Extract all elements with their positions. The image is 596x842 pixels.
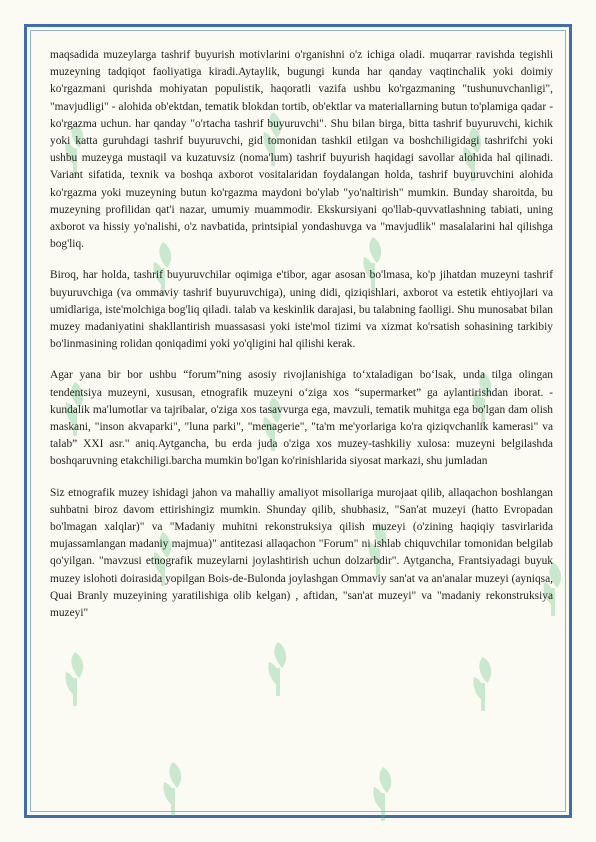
paragraph-1: maqsadida muzeylarga tashrif buyurish motivlarini o'rganishni o'z ichiga oladi. muqarrar ravishda tegishli muzeyning tadqiqot faoliyatiga kiradi.Aytaylik, bugungi kunda har qanday vaqtinchalik yoki doimiy ko'rgazmani qurishda mohiyatan populistik, haqoratli vazifa ushbu ko'rgazmaning "tushunuvchanligi", "mavjudligi" - alohida ob'ektdan, tematik blokdan tortib, ob'ektlar va materiallarning butun to'plamiga qadar - ko'rgazma uchun. har qanday "o'rtacha tashrif buyuruvchi". Shu bilan birga, bitta tashrif buyuruvchi, kichik yoki katta guruhdagi tashrif buyuruvchi, gid tomonidan tashkil etilgan va boshchiligidagi tashrifchi yoki ushbu muzeyga mustaqil va kuzatuvsiz (noma'lum) tashrif buyurish haqidagi savollar alohida hal qilinadi. Variant sifatida, texnik va boshqa axborot vositalaridan foydalangan holda, tashrif buyuruvchini alohida ko'rgazma yoki muzeyning butun ko'rgazma maydoni bo'ylab "yo'naltirish" mumkin. Bunday sharoitda, bu muzeyning profilidan qat'i nazar, umumiy muammodir. Ekskursiyani qo'llab-quvvatlashning tabiati, uning axborot va hissiy yo'nalishi, o'z navbatida, printsipial yondashuvga va "mavjudlik" masalalarini hal qilishga bog'liq. (50, 49, 553, 251)
paragraph-4: Siz etnografik muzey ishidagi jahon va mahalliy amaliyot misollariga murojaat qilib, allaqachon boshlangan suhbatni biroz davom ettirishingiz mumkin. Shunday qilib, shubhasiz, "San'at muzeyi (hatto Evropadan bo'lmagan xalqlar)" va "Madaniy muhitni rekonstruksiya qilish muzeyi (o'zining haqiqiy tasvirlarida mujassamlangan madaniy majmua)" antitezasi allaqachon "Forum" ni ishlab chiquvchilar tomonidan belgilab qo'yilgan. "mavzusi etnografik muzeylarni joylashtirish uchun dolzarbdir". Aytgancha, Frantsiyadagi buyuk muzey islohoti doirasida yopilgan Bois-de-Bulonda joylashgan Ommaviy san'at va an'analar muzeyi (ayniqsa, Quai Branly muzeyining yaratilishiga olib kelgan) , aftidan, "san'at muzeyi" va "madaniy rekonstruksiya muzeyi" (50, 486, 553, 620)
document-body (50, 47, 553, 622)
paragraph-3: Agar yana bir bor ushbu “forum”ning asosiy rivojlanishiga to‘xtaladigan bo‘lsak, unda tilga olingan tendentsiya muzeyni, xususan, etnografik muzeyni o‘ziga xos “supermarket” ga aylantirishdan iborat. - kundalik ma'lumotlar va tajribalar, o'ziga xos tasavvurga ega, mavzuli, tematik muhitga ega bo'lgan dam olish maskani, "inson akvaparki", "luna parki", "menagerie", "ta'm me'yorlariga ko'ra qiziqvchanlik kamerasi" va talab” XXI asr." aniq.Aytgancha, bu erda juda o'ziga xos muzey-tashkiliy xulosa: muzeyni belgilashda boshqaruvning etakchiligi.barcha mumkin bo'lgan ko'rinishlarida siyosat markazi, shu jumladan (50, 369, 553, 468)
paragraph-2: Biroq, har holda, tashrif buyuruvchilar oqimiga e'tibor, agar asosan bo'lmasa, ko'p jihatdan muzeyni tashrif buyuruvchiga (va ommaviy tashrif buyuruvchiga), uning didi, qiziqishlari, axborot va estetik ehtiyojlari va umidlariga, iste'molchiga bog'liq qiladi. talab va keskinlik darajasi, bu talabning faolligi. Shu munosabat bilan muzey madaniyatini shakllantirish muassasasi yoki iste'mol tizimi va xizmat ko'rsatish sohasining tarkibiy bo'linmasining rolidan qoniqadimi yoki yo'qligini hal qilishi kerak. (50, 269, 553, 351)
